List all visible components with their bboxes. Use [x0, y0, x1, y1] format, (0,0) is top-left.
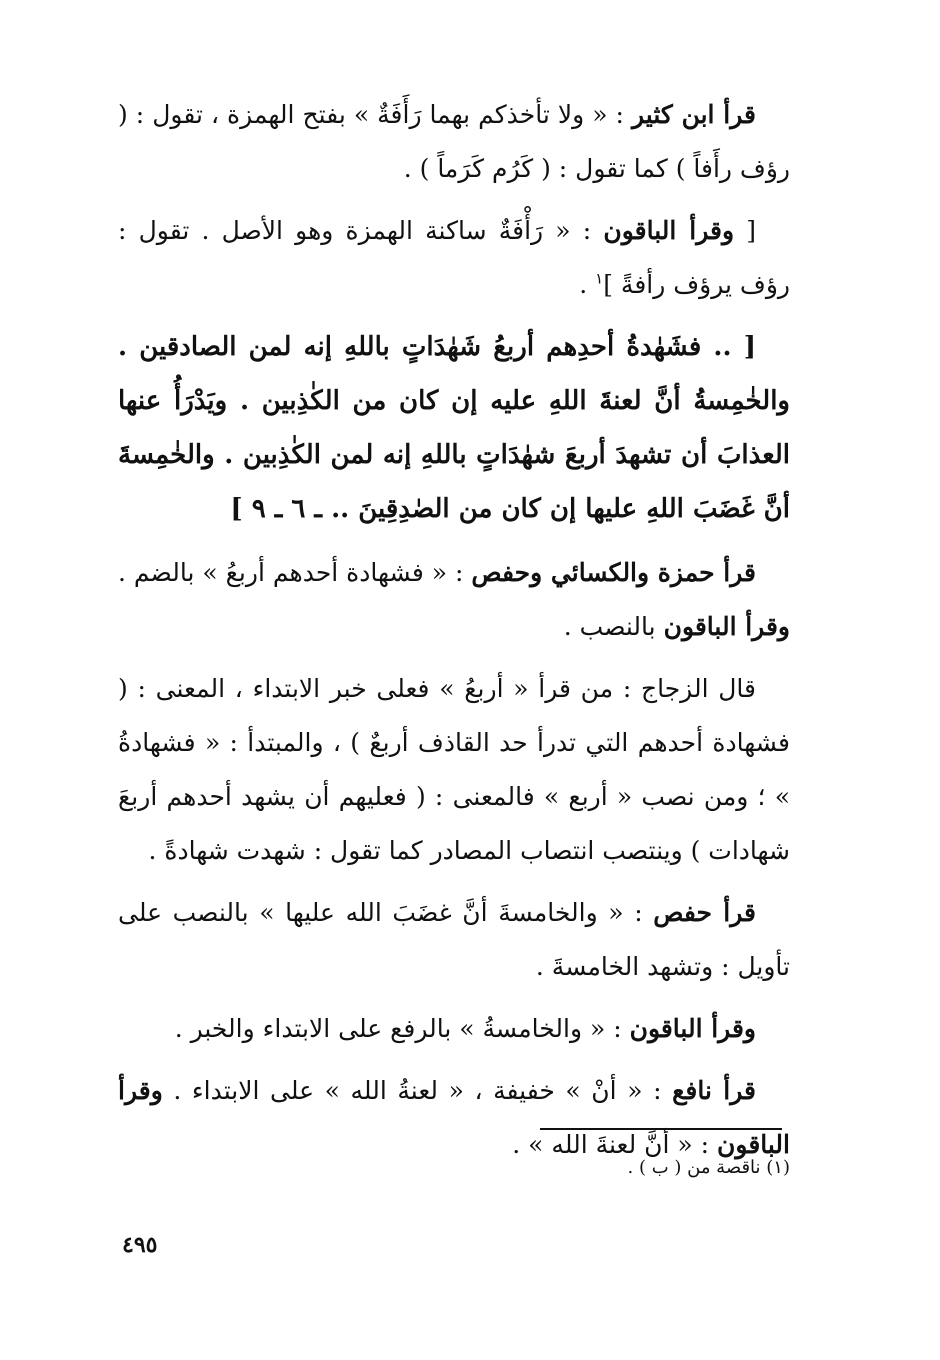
- paragraph-text: : « والخامسةُ » بالرفع على الابتداء والخبر .: [174, 1014, 630, 1043]
- page-number: ٤٩٥: [122, 1232, 158, 1258]
- paragraph-tail: .: [579, 270, 596, 299]
- reader-name: وقرأ الباقون: [603, 216, 735, 245]
- reader-name: قرأ نافع: [672, 1076, 756, 1105]
- paragraph-text-2: : « أنَّ لعنةَ الله » .: [512, 1130, 718, 1159]
- paragraph-zajjaj: [118, 662, 790, 878]
- reader-name: قرأ ابن كثير: [632, 100, 756, 129]
- page-body: [118, 88, 790, 1180]
- paragraph-hafs: [118, 886, 790, 994]
- quran-verse: [118, 320, 790, 536]
- paragraph-text: : « فشهادة أحدهم أربعُ » بالضم .: [118, 558, 472, 587]
- quran-verse-text: [ .. فشَهٰدةُ أحدِهم أربعُ شَهٰدَاتٍ باللهِ إنه لمن الصادقين . والخٰمِسةُ أنَّ لعنةَ اللهِ عليه إن كان من الكٰذِبين . ويَدْرَأُ عنها العذابَ أن تشهدَ أربعَ شهٰدَاتٍ باللهِ إنه لمن الكٰذِبين . والخٰمِسةَ أنَّ غَضَبَ اللهِ عليها إن كان من الصٰدِقِينَ .. ـ ٦ ـ ٩ ]: [118, 332, 790, 524]
- paragraph-others-raafa: [118, 204, 790, 312]
- footnote: (١) ناقصة من ( ب ) .: [627, 1157, 790, 1178]
- paragraph-ibn-kathir: [118, 88, 790, 196]
- reader-name: قرأ حمزة والكسائي وحفص: [471, 558, 757, 587]
- paragraph-text: قال الزجاج : من قرأ « أربعُ » فعلى خبر الابتداء ، المعنى : ( فشهادة أحدهم التي تدرأ حد القاذف أربعٌ ) ، والمبتدأ : « فشهادةُ » ؛ ومن نصب « أربع » فالمعنى : ( فعليهم أن يشهد أحدهم أربعَ شهادات ) وينتصب انتصاب المصادر كما تقول : شهدت شهادةً .: [118, 674, 790, 865]
- paragraph-text: : « والخامسةَ أنَّ غضَبَ الله عليها » بالنصب على تأويل : وتشهد الخامسةَ .: [118, 898, 790, 981]
- paragraph-hamza: [118, 546, 790, 654]
- reader-name-2: وقرأ الباقون: [663, 612, 790, 641]
- bracket-open: [: [734, 216, 756, 245]
- footnote-marker: ١: [595, 269, 604, 288]
- reader-name: قرأ حفص: [653, 898, 756, 927]
- paragraph-text-2: بالنصب .: [563, 612, 664, 641]
- reader-name: وقرأ الباقون: [629, 1014, 756, 1043]
- paragraph-text: : « رَأْفَةٌ ساكنة الهمزة وهو الأصل . تقول : رؤف يرؤف رأفةً ]: [118, 216, 790, 299]
- paragraph-text: : « ولا تأخذكم بهما رَأَفَةٌ » بفتح الهمزة ، تقول : ( رؤف رأَفاً ) كما تقول : ( كَرُم كَرَماً ) .: [118, 100, 790, 183]
- footnote-separator: [540, 1128, 782, 1130]
- paragraph-others-khamisa: [118, 1002, 790, 1056]
- reader-name-2: وقرأ الباقون: [118, 1076, 790, 1159]
- paragraph-text: : « أنْ » خفيفة ، « لعنةُ الله » على الابتداء .: [162, 1076, 673, 1105]
